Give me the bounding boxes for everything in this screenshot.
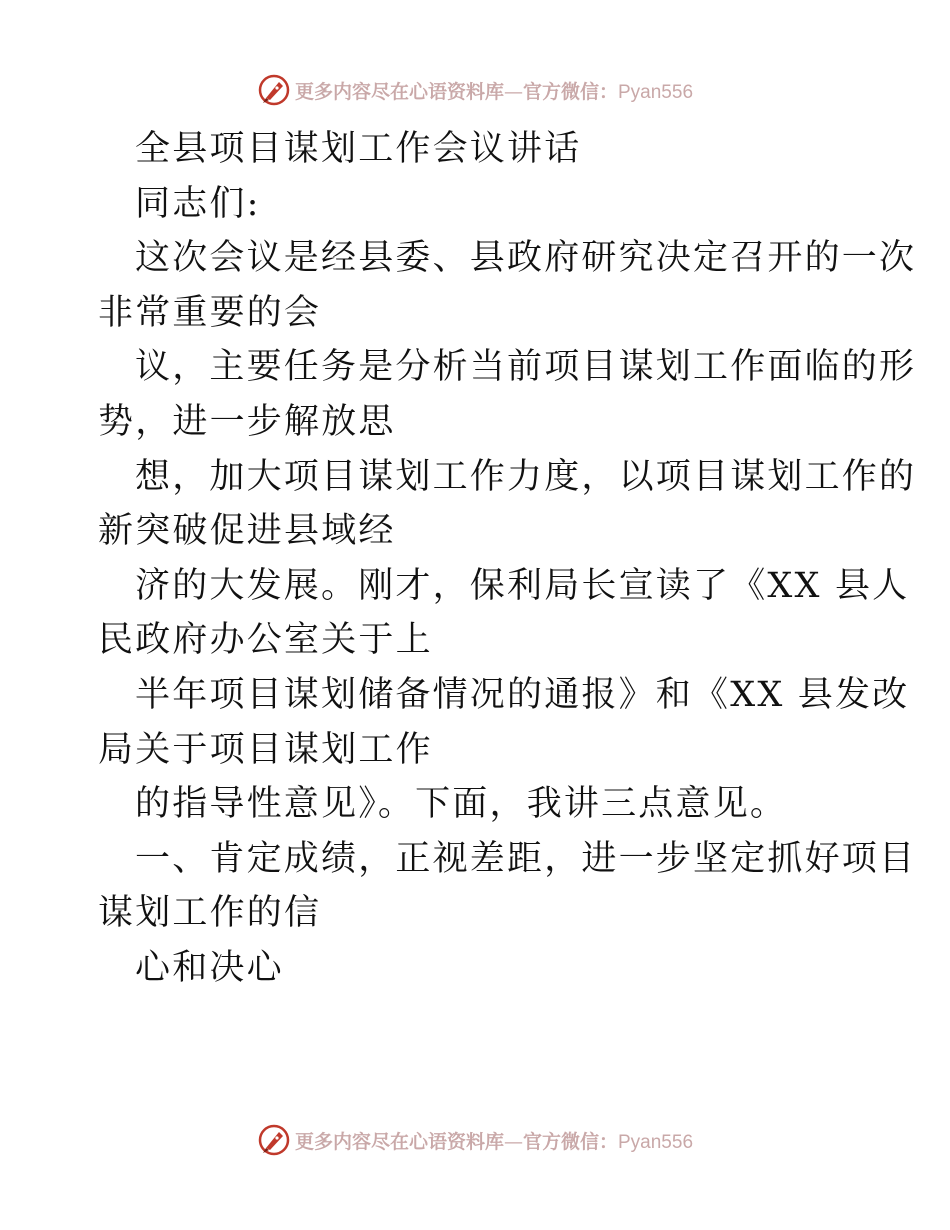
paragraph-line: 想，加大项目谋划工作力度，以项目谋划工作的 — [135, 456, 917, 497]
paragraph-line: 局关于项目谋划工作 — [98, 729, 433, 770]
watermark-wechat-id: Pyan556 — [618, 81, 694, 103]
document-body — [98, 122, 917, 996]
watermark-official-label: 官方微信： — [522, 1130, 618, 1153]
paragraph-line: 势，进一步解放思 — [98, 401, 396, 442]
paragraph-line: 这次会议是经县委、县政府研究决定召开的一次 — [135, 238, 917, 279]
paragraph-line: 心和决心 — [135, 947, 284, 988]
watermark-brand: 更多内容尽在心语资料库 — [294, 80, 504, 103]
watermark-text — [295, 1127, 693, 1154]
document-title: 全县项目谋划工作会议讲话 — [135, 129, 582, 169]
paragraph-line: 的指导性意见》。下面，我讲三点意见。 — [135, 784, 788, 825]
paragraph-line: 非常重要的会 — [98, 292, 322, 333]
paragraph-line: 议，主要任务是分析当前项目谋划工作面临的形 — [135, 347, 917, 388]
paragraph-line: 新突破促进县域经 — [98, 511, 396, 552]
header-watermark — [0, 70, 950, 110]
paragraph-line: 济的大发展。刚才，保利局长宣读了《XX 县人 — [135, 565, 910, 606]
pen-nib-logo-icon — [257, 1123, 291, 1157]
watermark-wechat-id: Pyan556 — [618, 1131, 694, 1153]
paragraph-line: 谋划工作的信 — [98, 893, 322, 934]
pen-nib-logo-icon — [257, 73, 291, 107]
watermark-brand: 更多内容尽在心语资料库 — [294, 1130, 504, 1153]
paragraph-line: 民政府办公室关于上 — [98, 620, 433, 661]
paragraph-line: 半年项目谋划储备情况的通报》和《XX 县发改 — [135, 674, 910, 715]
watermark-text — [295, 77, 693, 104]
paragraph-line: 同志们: — [135, 183, 261, 224]
paragraph-line: 一、肯定成绩，正视差距，进一步坚定抓好项目 — [135, 838, 917, 879]
watermark-separator: — — [503, 1130, 523, 1153]
footer-watermark — [0, 1120, 950, 1160]
watermark-separator: — — [503, 80, 523, 103]
watermark-official-label: 官方微信： — [522, 80, 618, 103]
